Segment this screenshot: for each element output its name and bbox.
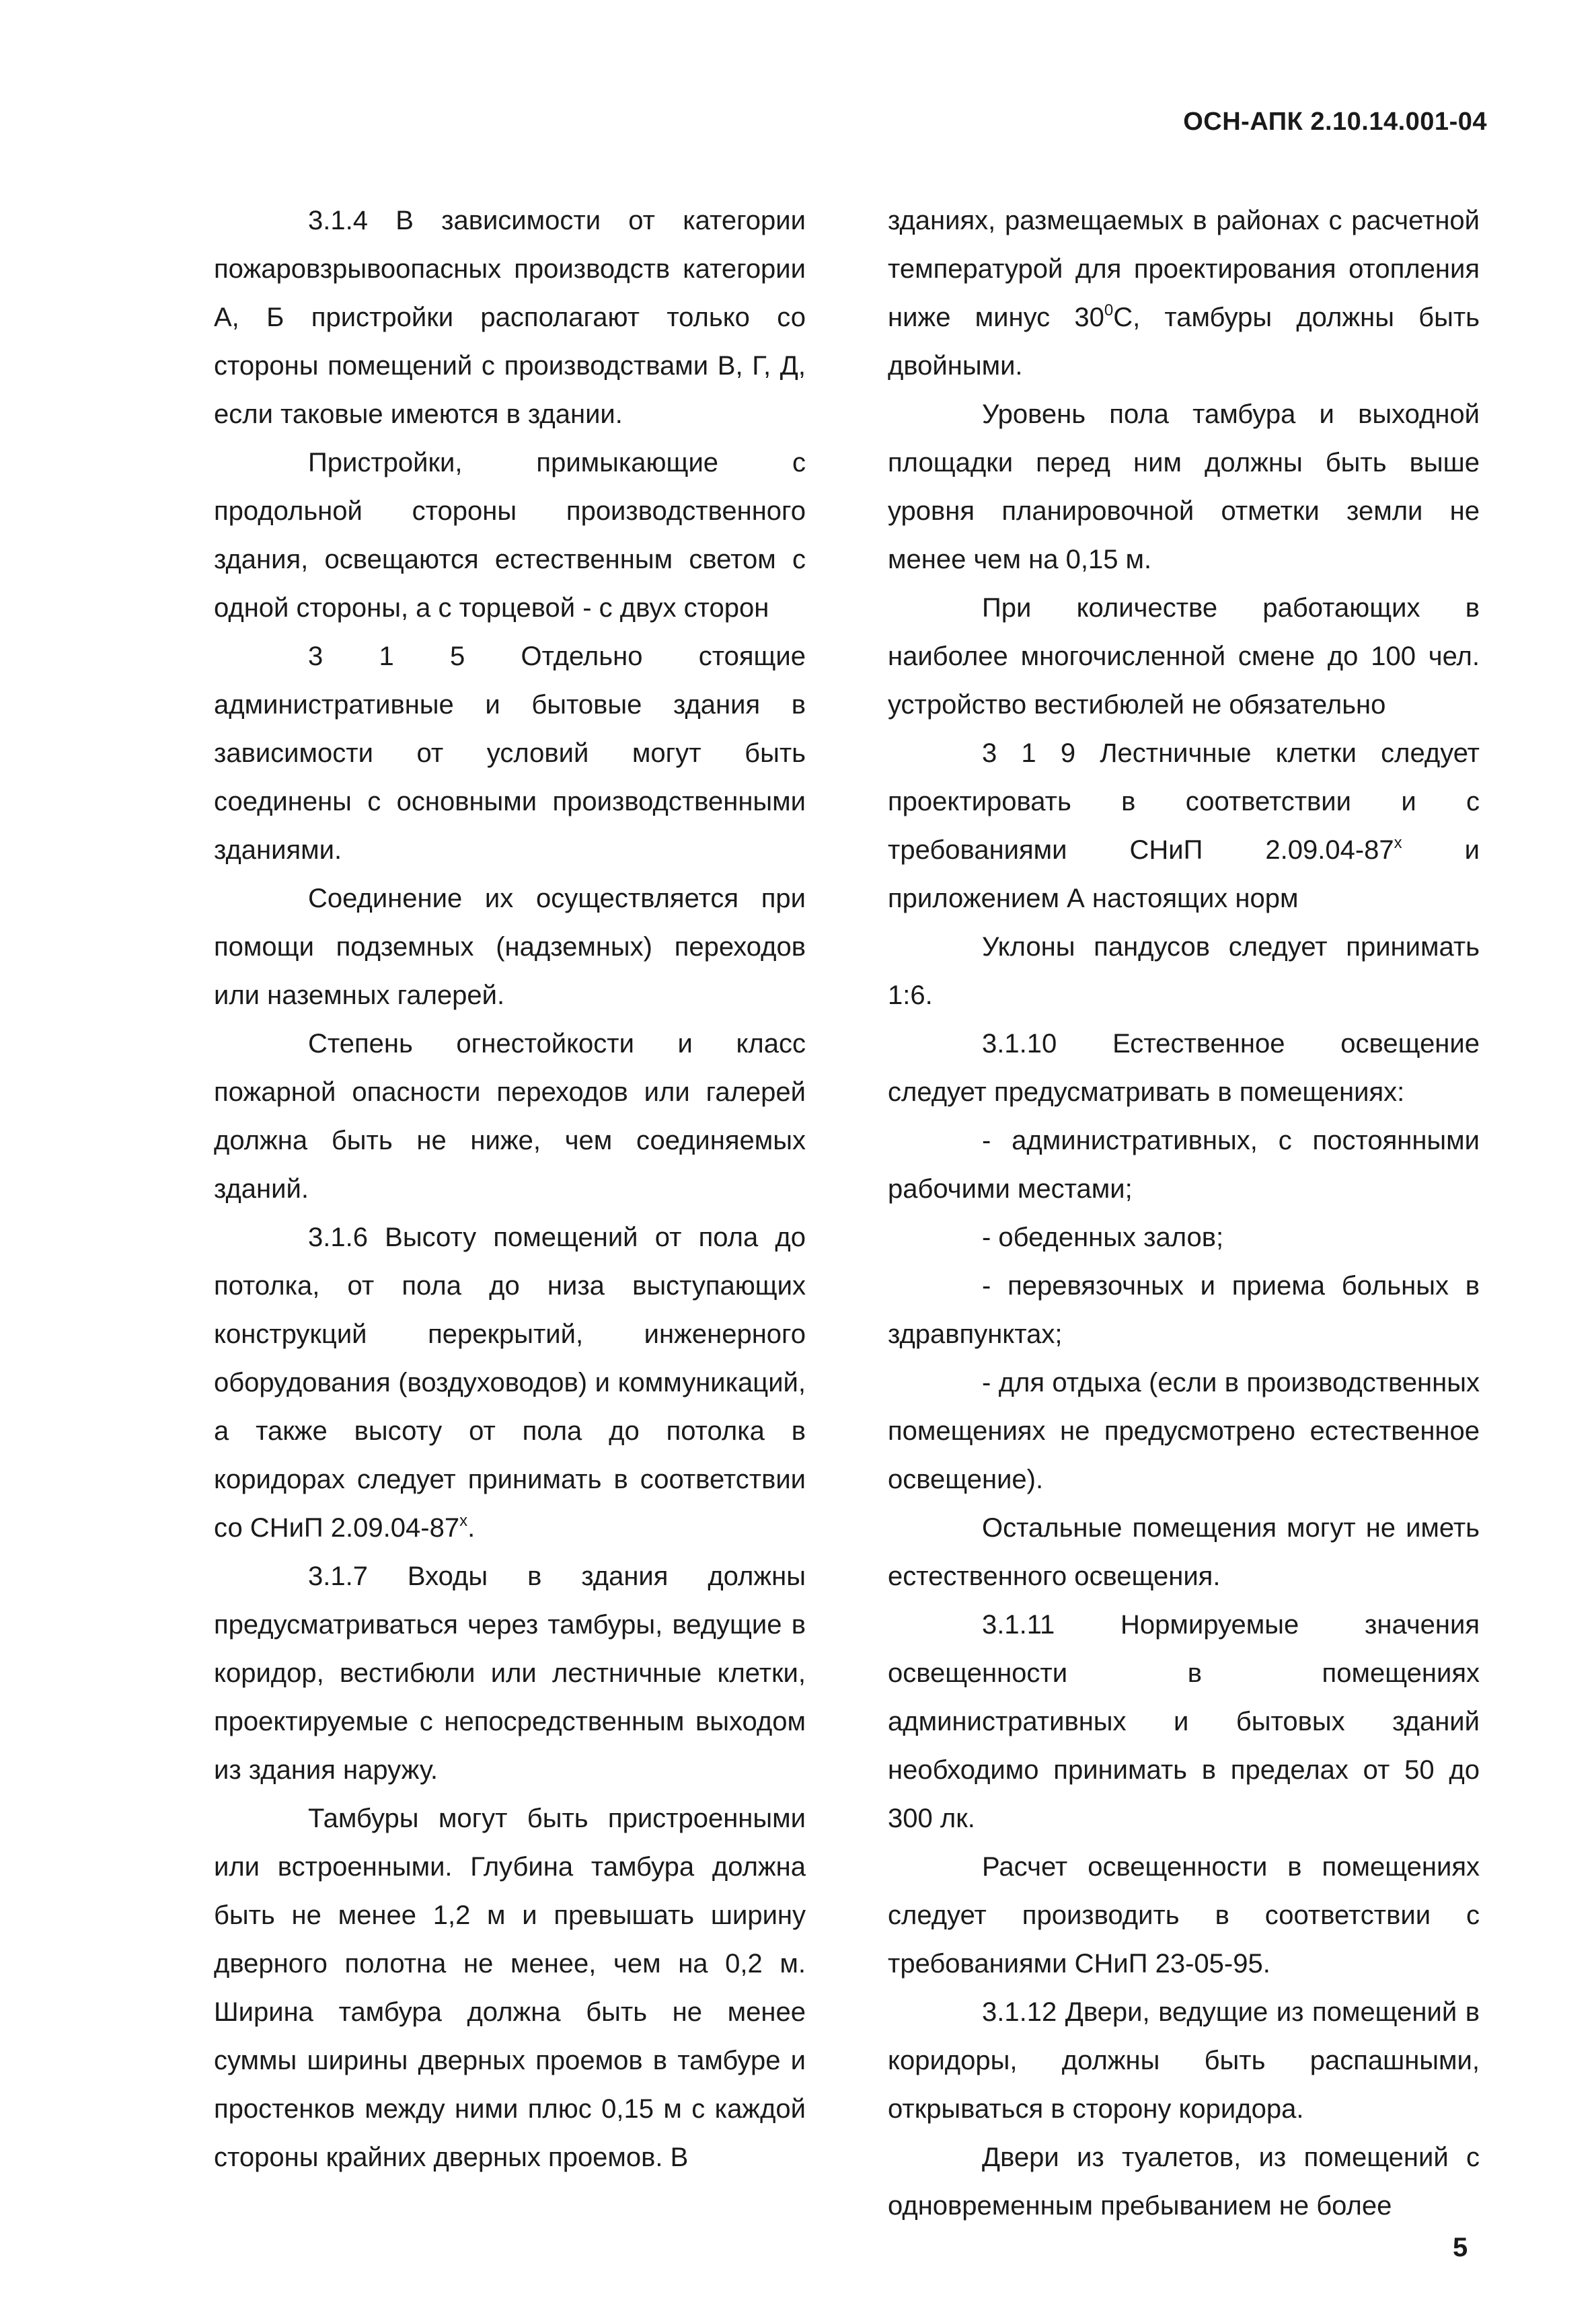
paragraph-double-vestibules <box>888 196 1480 390</box>
paragraph-other-rooms: Остальные помещения могут не иметь естественного освещения. <box>888 1513 1480 1591</box>
paragraph-3-1-6 <box>214 1213 806 1552</box>
paragraph-vestibules: Тамбуры могут быть пристроенными или встроенными. Глубина тамбура должна быть не менее 1,2 м и превышать ширину дверного полотна не менее, чем на 0,2 м. Ширина тамбура должна быть не менее суммы ширины дверных проемов в тамбуре и простенков между ними плюс 0,15 м с каждой стороны крайних дверных проемов. В <box>214 1804 806 2172</box>
paragraph-lobbies: При количестве работающих в наиболее многочисленной смене до 100 чел. устройство вестибюлей не обязательно <box>888 593 1480 720</box>
paragraph-3-1-9-end: и приложением А настоящих норм <box>888 835 1480 913</box>
paragraph-3-1-11: 3.1.11 Нормируемые значения освещенности в помещениях административных и бытовых зданий необходимо принимать в пределах от 50 до 300 лк. <box>888 1610 1480 1833</box>
list-item: - обеденных залов; <box>982 1223 1224 1252</box>
paragraph-connection: Соединение их осуществляется при помощи подземных (надземных) переходов или наземных галерей. <box>214 884 806 1010</box>
paragraph-double-vestibules-end: С, тамбуры должны быть двойными. <box>888 303 1480 381</box>
paragraph-3-1-9-text: 3 1 9 Лестничные клетки следует проектировать в соответствии и с требованиями СНиП 2.09.04-87 <box>888 738 1480 865</box>
page-number: 5 <box>1453 2233 1468 2262</box>
list-item: - для отдыха (если в производственных помещениях не предусмотрено естественное освещение). <box>888 1368 1480 1494</box>
paragraph-double-vestibules-text: зданиях, размещаемых в районах с расчетной температурой для проектирования отопления ниже минус 30 <box>888 206 1480 332</box>
superscript-x: х <box>459 1512 468 1530</box>
paragraph-toilet-doors: Двери из туалетов, из помещений с одновременным пребыванием не более <box>888 2143 1480 2221</box>
document-code: ОСН-АПК 2.10.14.001-04 <box>1183 108 1487 136</box>
paragraph-3-1-6-end: . <box>467 1513 476 1543</box>
paragraph-fire-resistance: Степень огнестойкости и класс пожарной опасности переходов или галерей должна быть не ниже, чем соединяемых зданий. <box>214 1029 806 1204</box>
paragraph-3-1-10: 3.1.10 Естественное освещение следует предусматривать в помещениях: <box>888 1029 1480 1107</box>
left-column <box>214 196 806 2182</box>
list-item: - перевязочных и приема больных в здравпунктах; <box>888 1271 1480 1349</box>
superscript-x: х <box>1394 834 1402 852</box>
superscript-degree: 0 <box>1104 301 1114 319</box>
list-item: - административных, с постоянными рабочими местами; <box>888 1126 1480 1204</box>
paragraph-floor-level: Уровень пола тамбура и выходной площадки перед ним должны быть выше уровня планировочной отметки земли не менее чем на 0,15 м. <box>888 399 1480 574</box>
paragraph-3-1-4: 3.1.4 В зависимости от категории пожаровзрывоопасных производств категории А, Б пристройки располагают только со стороны помещений с производствами В, Г, Д, если таковые имеются в здании. <box>214 206 806 429</box>
paragraph-3-1-6-text: 3.1.6 Высоту помещений от пола до потолка, от пола до низа выступающих конструкций перекрытий, инженерного оборудования (воздуховодов) и коммуникаций, а также высоту от пола до потолка в коридорах следует принимать в соответствии со СНиП 2.09.04-87 <box>214 1223 806 1543</box>
paragraph-annexes-lighting: Пристройки, примыкающие с продольной стороны производственного здания, освещаются естественным светом с одной стороны, а с торцевой - с двух сторон <box>214 448 806 623</box>
paragraph-ramps: Уклоны пандусов следует принимать 1:6. <box>888 932 1480 1010</box>
paragraph-illumination-calc: Расчет освещенности в помещениях следует производить в соответствии с требованиями СНиП 23-05-95. <box>888 1852 1480 1979</box>
paragraph-3-1-9 <box>888 729 1480 923</box>
paragraph-3-1-7: 3.1.7 Входы в здания должны предусматриваться через тамбуры, ведущие в коридор, вестибюли или лестничные клетки, проектируемые с непосредственным выходом из здания наружу. <box>214 1562 806 1785</box>
right-column <box>888 196 1480 2230</box>
paragraph-3-1-5: 3 1 5 Отдельно стоящие административные и бытовые здания в зависимости от условий могут быть соединены с основными производственными зданиями. <box>214 642 806 865</box>
paragraph-3-1-12: 3.1.12 Двери, ведущие из помещений в коридоры, должны быть распашными, открываться в сторону коридора. <box>888 1997 1480 2124</box>
